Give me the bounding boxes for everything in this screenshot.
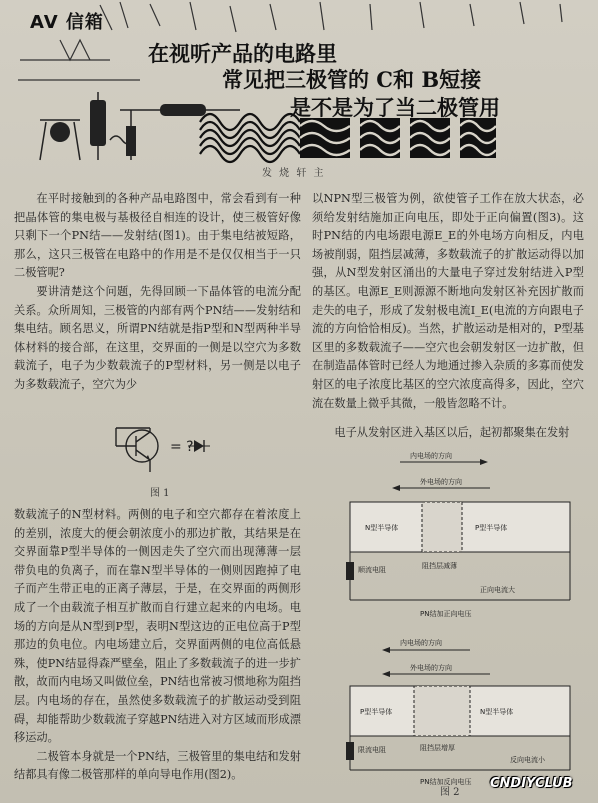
title-line-1: 在视听产品的电路里 — [148, 41, 337, 66]
reverse-bias-diagram — [346, 638, 570, 786]
figure-2-pn-junction-diagrams — [330, 450, 580, 800]
svg-text:内电场的方向: 内电场的方向 — [400, 639, 442, 647]
title-line-3: 是不是为了当二极管用 — [290, 95, 500, 120]
watermark-logo: CNDIYCLUB — [490, 776, 573, 791]
title-line-2: 常见把三极管的 C和 B短接 — [222, 67, 482, 92]
paragraph: 以NPN型三极管为例，欲使管子工作在放大状态，必须给发射结施加正向电压，即处于正向偏置(图3)。这时PN结的内电场跟电源E_E的外电场方向相反，内电场被削弱，阻挡层减薄，多数载流子的扩散运动得以加强，从N型发射区涌出的大量电子穿过发射结进入P型的基区。电源E_E则源源不断地向发射区补充因扩散而走失的电子，形成了发射极电流I_E(电流的方向跟电子流的方向恰恰相反)。当然，扩散运动是相对的，P型基区里的多数载流子——空穴也会朝发射区一边扩散，但在制造晶体管时已经人为地通过掺入杂质的多寡而使发射区的电子浓度比基区的空穴浓度高得多，因此，空穴流在数量上微乎其微，一般皆忽略不计。 — [312, 192, 584, 410]
paragraph: 在平时接触到的各种产品电路图中，常会看到有一种把晶体管的集电极与基极径自相连的设计，使三极管好像只剩下一个PN结——发射结(图1)。由于集电结被短路，那么，这只三极管在电路中的作用是不是仅仅相当于一只二极管呢? — [14, 192, 301, 280]
svg-text:外电场的方向: 外电场的方向 — [410, 664, 452, 672]
svg-text:顺流电阻: 顺流电阻 — [358, 566, 386, 574]
right-column-continuation — [312, 424, 584, 443]
left-column-top — [14, 190, 301, 395]
svg-text:PN结加反向电压: PN结加反向电压 — [420, 778, 472, 786]
svg-text:P型半导体: P型半导体 — [475, 524, 508, 532]
svg-text:N型半导体: N型半导体 — [365, 524, 399, 532]
svg-text:限流电阻: 限流电阻 — [358, 746, 386, 754]
svg-text:阻挡层增厚: 阻挡层增厚 — [420, 744, 455, 752]
left-column-bottom — [14, 506, 301, 785]
svg-text:阻挡层减薄: 阻挡层减薄 — [422, 562, 457, 570]
svg-text:正向电流大: 正向电流大 — [480, 586, 515, 594]
paragraph: 数载流子的N型材料。两侧的电子和空穴都存在着浓度上的差别，浓度大的便会朝浓度小的那边扩散，其结果是在交界面靠P型半导体的一侧因走失了空穴而出现薄薄一层带负电的负离子，而在靠N型半导体的一侧则因跑掉了电子而产生带正电的正离子薄层，于是，在交界面的两侧形成了一个由载流子相互扩散而自行建立起来的内电场。电场的方向是从N型到P型，表明N型这边的正电位高于P型那边的负电位。内电场建立后，交界面两侧的电位高低悬殊，使PN结显得森严壁垒，阻止了多数载流子的进一步扩散，故而内电场又叫做位垒，PN结也常被习惯地称为阻挡层。内电场的存在，虽然使多数载流子的扩散运动受到阻碍，却能帮助少数载流子穿越PN结进入对方区域而形成漂移运动。 — [14, 508, 301, 745]
paragraph: 要讲清楚这个问题，先得回顾一下晶体管的电流分配关系。众所周知，三极管的内部有两个PN结——发射结和集电结。顾名思义，所谓PN结就是指P型和N型两种半导体材料的接合部，在这里，交界面的一侧是以空穴为多数载流子，电子为少数载流子的P型材料，另一侧是以电子为多数载流子，空穴为少 — [14, 284, 301, 391]
svg-text:PN结加正向电压: PN结加正向电压 — [420, 610, 472, 618]
paragraph: 二极管本身就是一个PN结，三极管里的集电结和发射结都具有像二极管那样的单向导电作用(图2)。 — [14, 749, 301, 782]
author-byline: 发 烧 轩 主 — [262, 168, 326, 179]
paragraph: 电子从发射区进入基区以后，起初都聚集在发射 — [334, 426, 570, 439]
section-tag: AV 信箱 — [30, 12, 104, 33]
right-column-top — [312, 190, 584, 413]
svg-text:N型半导体: N型半导体 — [480, 708, 514, 716]
svg-text:内电场的方向: 内电场的方向 — [410, 452, 452, 460]
equals-question-mark: = ? — [170, 439, 194, 455]
svg-text:反向电流小: 反向电流小 — [510, 756, 545, 764]
svg-text:外电场的方向: 外电场的方向 — [420, 478, 462, 486]
forward-bias-diagram — [346, 451, 570, 618]
article-header — [0, 0, 598, 170]
svg-text:P型半导体: P型半导体 — [360, 708, 393, 716]
figure-1-caption: 图 1 — [150, 488, 170, 499]
figure-2-caption: 图 2 — [440, 787, 460, 798]
